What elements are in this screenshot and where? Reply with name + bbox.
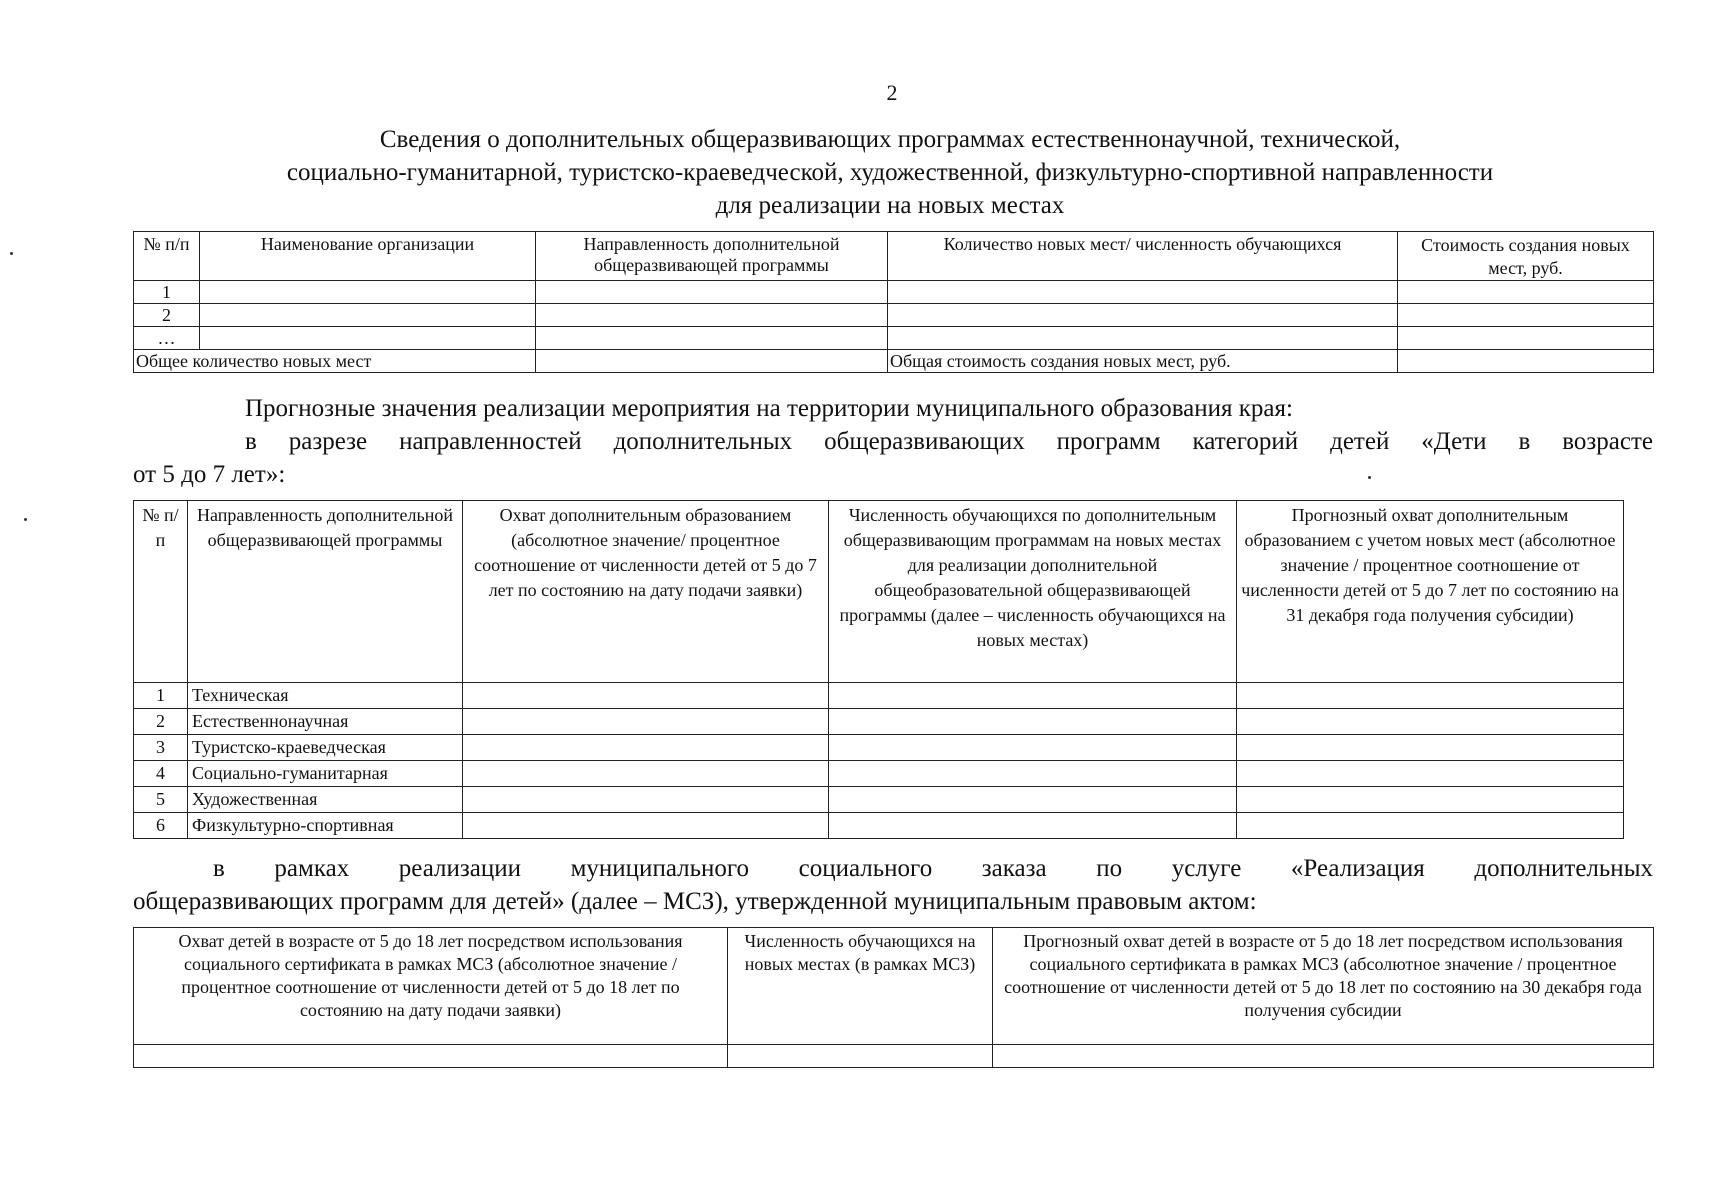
table-cell — [728, 1045, 993, 1068]
msz-coverage-table — [133, 927, 1654, 1068]
new-places-table — [133, 231, 1654, 373]
direction-name: Туристско-краеведческая — [188, 735, 463, 761]
row-number: 2 — [134, 709, 188, 735]
table-cell — [200, 327, 536, 350]
direction-name: Естественнонаучная — [188, 709, 463, 735]
row-number: 1 — [134, 281, 200, 304]
direction-name: Физкультурно-спортивная — [188, 813, 463, 839]
table-cell — [1398, 281, 1654, 304]
row-number: 3 — [134, 735, 188, 761]
row-number: 1 — [134, 683, 188, 709]
col-header-forecast-coverage: Прогнозный охват дополнительным образованием с учетом новых мест (абсолютное значение / процентное соотношение от численности детей от 5 до 7 лет по состоянию на 31 декабря года получения субсидии) — [1237, 501, 1624, 683]
table-row — [134, 683, 1624, 709]
table-row — [134, 304, 1654, 327]
row-number: 4 — [134, 761, 188, 787]
table-cell — [536, 327, 888, 350]
msz-paragraph — [133, 852, 1653, 918]
page-number: 2 — [886, 80, 898, 105]
table-cell — [829, 787, 1237, 813]
title-line-3: для реализации на новых местах — [715, 192, 1065, 219]
table-cell — [536, 281, 888, 304]
table-row — [134, 761, 1624, 787]
direction-name: Социально-гуманитарная — [188, 761, 463, 787]
paragraph-line: Прогнозные значения реализации мероприятия на территории муниципального образования края: — [245, 395, 1293, 422]
col-header-coverage: Охват дополнительным образованием (абсолютное значение/ процентное соотношение от численности детей от 5 до 7 лет по состоянию на дату подачи заявки) — [463, 501, 829, 683]
paragraph-line: в разрезе направленностей дополнительных общеразвивающих программ категорий детей «Дети в возрасте — [245, 428, 1653, 455]
table-cell — [536, 304, 888, 327]
table-cell — [200, 281, 536, 304]
col-header-program-direction: Направленность дополнительной общеразвивающей программы — [188, 501, 463, 683]
title-line-2: социально-гуманитарной, туристско-краеведческой, художественной, физкультурно-спортивной направленности — [286, 159, 1494, 186]
table-header-row — [134, 232, 1654, 281]
col-header-number: № п/п — [134, 501, 188, 683]
table-cell — [993, 1045, 1654, 1068]
total-places-label: Общее количество новых мест — [134, 350, 536, 373]
table-cell — [463, 735, 829, 761]
table-cell — [1398, 304, 1654, 327]
scan-speck — [1368, 476, 1371, 479]
table-cell — [1237, 709, 1624, 735]
col-header-msz-students: Численность обучающихся на новых местах (в рамках МСЗ) — [728, 928, 993, 1045]
table-cell — [463, 683, 829, 709]
col-header-number: № п/п — [134, 232, 200, 281]
row-number: 5 — [134, 787, 188, 813]
row-number: 2 — [134, 304, 200, 327]
col-header-program-direction: Направленность дополнительной общеразвивающей программы — [536, 232, 888, 281]
table-cell — [1237, 787, 1624, 813]
paragraph-line: от 5 до 7 лет»: — [133, 461, 286, 488]
forecast-paragraph — [133, 392, 1653, 491]
table-cell — [463, 813, 829, 839]
direction-name: Техническая — [188, 683, 463, 709]
table-cell — [829, 683, 1237, 709]
col-header-forecast-certificate-coverage: Прогнозный охват детей в возрасте от 5 до 18 лет посредством использования социального сертификата в рамках МСЗ (абсолютное значение / процентное соотношение от численности детей от 5 до 18 лет по состоянию на 30 декабря года получения субсидии — [993, 928, 1654, 1045]
table-cell — [536, 350, 888, 373]
table-cell — [829, 709, 1237, 735]
table-row — [134, 1045, 1654, 1068]
table-cell — [200, 304, 536, 327]
table-cell — [829, 735, 1237, 761]
direction-name: Художественная — [188, 787, 463, 813]
total-cost-label: Общая стоимость создания новых мест, руб. — [888, 350, 1398, 373]
col-header-certificate-coverage: Охват детей в возрасте от 5 до 18 лет посредством использования социального сертификата в рамках МСЗ (абсолютное значение / процентное соотношение от численности детей от 5 до 18 лет по состоянию на дату подачи заявки) — [134, 928, 728, 1045]
table-row — [134, 281, 1654, 304]
col-header-organization: Наименование организации — [200, 232, 536, 281]
table-cell — [1398, 350, 1654, 373]
table-row — [134, 735, 1624, 761]
table-cell — [829, 761, 1237, 787]
table-row — [134, 327, 1654, 350]
scan-speck — [10, 252, 13, 255]
document-title — [130, 123, 1650, 222]
table-cell — [463, 709, 829, 735]
title-line-1: Сведения о дополнительных общеразвивающих программах естественнонаучной, технической, — [379, 126, 1401, 153]
table-cell — [1398, 327, 1654, 350]
table-cell — [134, 1045, 728, 1068]
table-header-row — [134, 501, 1624, 683]
table-row — [134, 709, 1624, 735]
col-header-students-new-places: Численность обучающихся по дополнительным общеразвивающим программам на новых местах для реализации дополнительной общеобразовательной общеразвивающей программы (далее – численность обучающихся на новых местах) — [829, 501, 1237, 683]
row-number: … — [134, 327, 200, 350]
paragraph-line: в рамках реализации муниципального социального заказа по услуге «Реализация дополнительных — [213, 855, 1653, 882]
table-header-row — [134, 928, 1654, 1045]
table-cell — [888, 327, 1398, 350]
table-row — [134, 787, 1624, 813]
table-cell — [463, 761, 829, 787]
table-cell — [888, 304, 1398, 327]
table-cell — [1237, 761, 1624, 787]
table-cell — [1237, 813, 1624, 839]
table-cell — [463, 787, 829, 813]
paragraph-line: общеразвивающих программ для детей» (далее – МСЗ), утвержденной муниципальным правовым актом: — [133, 888, 1257, 915]
table-cell — [888, 281, 1398, 304]
table-cell — [829, 813, 1237, 839]
table-row — [134, 813, 1624, 839]
forecast-table-5-7 — [133, 500, 1624, 839]
col-header-places-count: Количество новых мест/ численность обучающихся — [888, 232, 1398, 281]
row-number: 6 — [134, 813, 188, 839]
table-cell — [1237, 683, 1624, 709]
col-header-cost: Стоимость создания новых мест, руб. — [1398, 232, 1654, 281]
scan-speck — [24, 518, 27, 521]
total-row — [134, 350, 1654, 373]
table-cell — [1237, 735, 1624, 761]
